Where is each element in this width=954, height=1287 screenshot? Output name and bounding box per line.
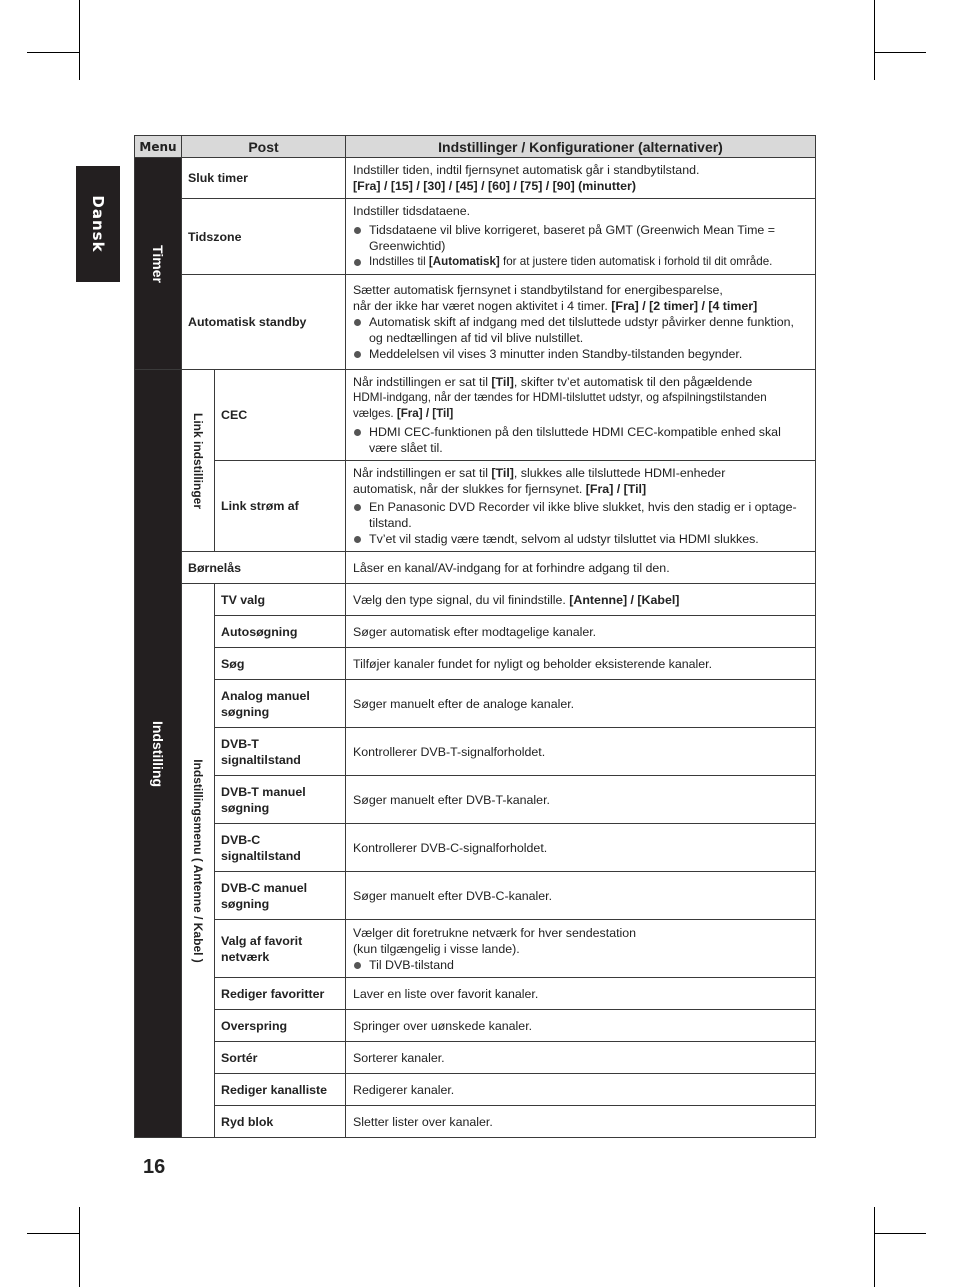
header-row [135, 136, 816, 158]
header-menu: Menu [135, 136, 182, 158]
bullet-item: Til DVB-tilstand [353, 957, 809, 973]
item-desc: Kontrollerer DVB-T-signalforholdet. [346, 728, 816, 776]
submenu-antenne [182, 584, 215, 1138]
menu-indstilling-label: Indstilling [150, 720, 166, 787]
item-name: Søg [215, 648, 346, 680]
table-row [135, 920, 816, 978]
table-row [135, 370, 816, 461]
table-row [135, 275, 816, 370]
item-link-strom: Link strøm af [215, 461, 346, 552]
table-row [135, 776, 816, 824]
bullet-item: Tidsdataene vil blive korrigeret, baseret på GMT (Greenwich Mean Time = Greenwichtid) [353, 222, 809, 254]
item-tidszone: Tidszone [182, 199, 346, 275]
desc-text: Når indstillingen er sat til [Til], skifter tv’et automatisk til den pågældende [353, 375, 753, 389]
table-row [135, 461, 816, 552]
bullet-item: En Panasonic DVD Recorder vil ikke blive slukket, hvis den stadig er i optage-tilstand. [353, 499, 809, 531]
table-row [135, 158, 816, 199]
table-row [135, 552, 816, 584]
crop-mark [874, 0, 875, 80]
table-row [135, 680, 816, 728]
item-cec: CEC [215, 370, 346, 461]
item-auto-standby: Automatisk standby [182, 275, 346, 370]
table-row [135, 616, 816, 648]
crop-mark [874, 52, 926, 53]
desc-tv-valg: Vælg den type signal, du vil finindstille. [Antenne] / [Kabel] [346, 584, 816, 616]
submenu-link [182, 370, 215, 552]
desc-cec [346, 370, 816, 461]
crop-mark [79, 1207, 80, 1287]
item-desc: Søger manuelt efter DVB-T-kanaler. [346, 776, 816, 824]
item-desc: Sletter lister over kanaler. [346, 1106, 816, 1138]
header-post: Post [182, 136, 346, 158]
item-desc: Kontrollerer DVB-C-signalforholdet. [346, 824, 816, 872]
item-desc: Sorterer kanaler. [346, 1042, 816, 1074]
table-row [135, 1042, 816, 1074]
item-sluk-timer: Sluk timer [182, 158, 346, 199]
page-number: 16 [143, 1156, 166, 1178]
submenu-link-label: Link indstillinger [191, 412, 205, 509]
crop-mark [874, 1207, 875, 1287]
item-name: Autosøgning [215, 616, 346, 648]
item-favorit: Valg af favorit netværk [215, 920, 346, 978]
item-desc: Søger manuelt efter de analoge kanaler. [346, 680, 816, 728]
item-name: Analog manuel søgning [215, 680, 346, 728]
item-name: Rediger favoritter [215, 978, 346, 1010]
item-name: Rediger kanalliste [215, 1074, 346, 1106]
desc-text: når der ikke har været nogen aktivitet i 4 timer. [Fra] / [2 timer] / [4 timer] [353, 299, 758, 313]
desc-link-strom [346, 461, 816, 552]
table-row [135, 978, 816, 1010]
item-name: Overspring [215, 1010, 346, 1042]
desc-text: HDMI-indgang, når der tændes for HDMI-tilsluttet udstyr, og afspilningstilstanden vælges. [Fra] / [Til] [353, 391, 767, 420]
table-row [135, 199, 816, 275]
desc-tidszone [346, 199, 816, 275]
item-tv-valg: TV valg [215, 584, 346, 616]
item-name: Ryd blok [215, 1106, 346, 1138]
desc-text: Indstiller tidsdataene. [353, 204, 471, 218]
item-name: DVB-T manuel søgning [215, 776, 346, 824]
bullet-item: Indstilles til [Automatisk] for at justere tiden automatisk i forhold til dit område. [353, 254, 809, 270]
table-row [135, 1106, 816, 1138]
table-row [135, 1074, 816, 1106]
menu-timer-label: Timer [150, 244, 166, 283]
crop-mark [874, 1233, 926, 1234]
desc-bornelas: Låser en kanal/AV-indgang for at forhindre adgang til den. [346, 552, 816, 584]
table-row [135, 584, 816, 616]
item-name: DVB-C signaltilstand [215, 824, 346, 872]
crop-mark [27, 1233, 79, 1234]
menu-timer [135, 158, 182, 370]
table-row [135, 824, 816, 872]
item-desc: Tilføjer kanaler fundet for nyligt og beholder eksisterende kanaler. [346, 648, 816, 680]
options-text: [Fra] / [15] / [30] / [45] / [60] / [75] / [90] (minutter) [353, 179, 636, 193]
item-desc: Springer over uønskede kanaler. [346, 1010, 816, 1042]
desc-text: automatisk, når der slukkes for fjernsynet. [Fra] / [Til] [353, 482, 647, 496]
item-name: DVB-C manuel søgning [215, 872, 346, 920]
desc-text: Sætter automatisk fjernsynet i standbytilstand for energibesparelse, [353, 283, 723, 297]
desc-sluk-timer [346, 158, 816, 199]
language-tab [76, 166, 120, 282]
desc-favorit [346, 920, 816, 978]
bullet-item: Tv’et vil stadig være tændt, selvom al udstyr tilsluttet via HDMI slukkes. [353, 531, 809, 547]
bullet-item: Meddelelsen vil vises 3 minutter inden Standby-tilstanden begynder. [353, 346, 809, 362]
item-desc: Laver en liste over favorit kanaler. [346, 978, 816, 1010]
table-row [135, 648, 816, 680]
desc-text: Når indstillingen er sat til [Til], slukkes alle tilsluttede HDMI-enheder [353, 466, 726, 480]
desc-auto-standby [346, 275, 816, 370]
table-row [135, 728, 816, 776]
desc-text: (kun tilgængelig i visse lande). [353, 941, 520, 956]
item-desc: Redigerer kanaler. [346, 1074, 816, 1106]
settings-table [134, 135, 816, 1138]
language-tab-label: Dansk [89, 195, 107, 253]
item-name: Sortér [215, 1042, 346, 1074]
table-row [135, 1010, 816, 1042]
desc-text: Vælger dit foretrukne netværk for hver sendestation [353, 925, 637, 940]
item-desc: Søger manuelt efter DVB-C-kanaler. [346, 872, 816, 920]
item-name: DVB-T signaltilstand [215, 728, 346, 776]
crop-mark [79, 0, 80, 80]
header-settings: Indstillinger / Konfigurationer (alternativer) [346, 136, 816, 158]
item-desc: Søger automatisk efter modtagelige kanaler. [346, 616, 816, 648]
bullet-item: HDMI CEC-funktionen på den tilsluttede HDMI CEC-kompatible enhed skal være slået til. [353, 424, 809, 456]
table-row [135, 872, 816, 920]
submenu-antenne-label: Indstillingsmenu ( Antenne / Kabel ) [191, 758, 205, 963]
bullet-item: Automatisk skift af indgang med det tilsluttede udstyr påvirker denne funktion, og nedtællingen af tid vil blive nulstillet. [353, 314, 809, 346]
crop-mark [27, 52, 79, 53]
menu-indstilling [135, 370, 182, 1138]
item-bornelas: Børnelås [182, 552, 346, 584]
desc-text: Indstiller tiden, indtil fjernsynet automatisk går i standbytilstand. [353, 163, 700, 177]
